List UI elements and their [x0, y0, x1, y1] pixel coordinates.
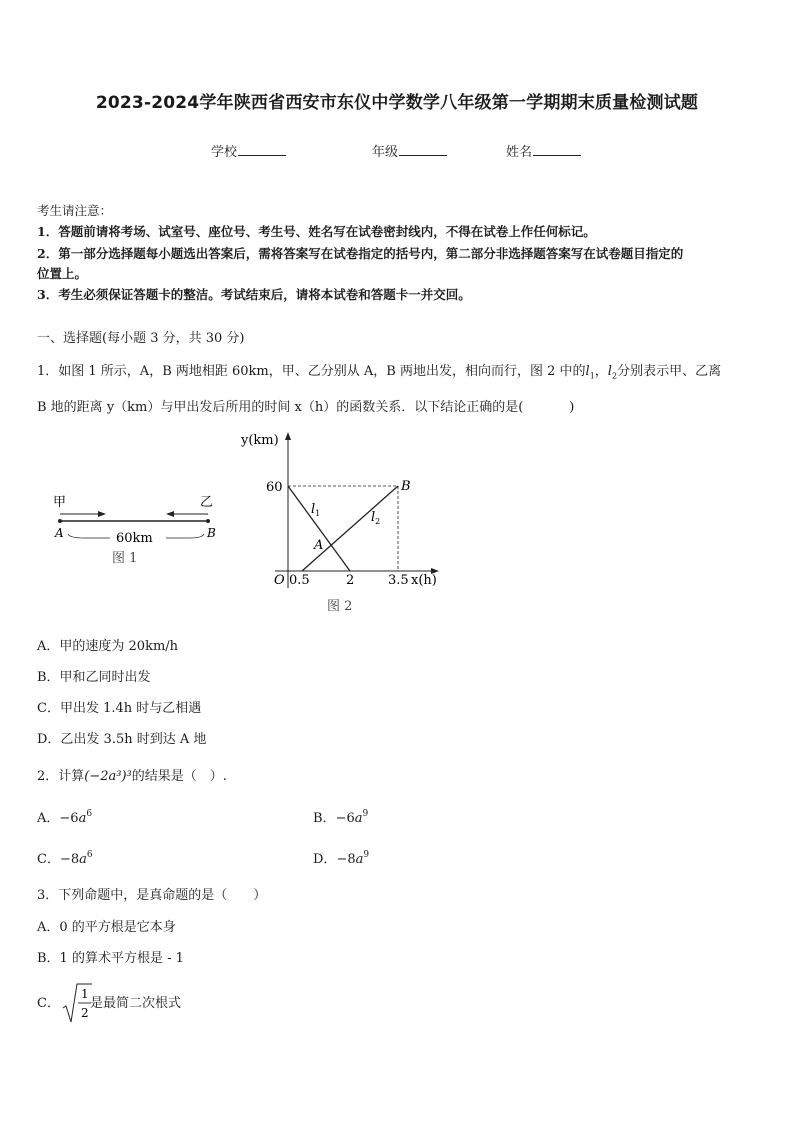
grade-field [372, 141, 447, 160]
fig1-point-b [206, 519, 210, 523]
fig2-label-a: A [314, 538, 324, 553]
q3-option-b[interactable]: B．1 的算术平方根是 - 1 [37, 951, 184, 966]
fig1-brace-left [68, 534, 110, 538]
q1-text-a: 1．如图 1 所示，A，B 两地相距 60km，甲、乙分别从 A，B 两地出发，相向而行，图 2 中的 [37, 364, 586, 379]
fig1-label-a: A [55, 526, 64, 540]
radical-numerator: 1 [81, 987, 89, 1001]
school-label: 学校 [211, 145, 238, 160]
fig1-jia-label: 甲 [53, 495, 67, 510]
q1-l1-symbol: $l_1$ [585, 364, 595, 381]
grade-label: 年级 [372, 145, 399, 160]
school-blank [238, 143, 286, 156]
grade-blank [399, 143, 447, 156]
fig1-distance: 60km [116, 531, 153, 546]
fig2-caption: 图 2 [327, 599, 353, 614]
fig1-yi-label: 乙 [200, 495, 214, 510]
fig2-x-label: x(h) [411, 573, 437, 588]
q1-text-c: B 地的距离 y（km）与甲出发后所用的时间 x（h）的函数关系．以下结论正确的是( [37, 400, 524, 415]
fig2-tick-60: 60 [266, 480, 283, 495]
fig1-point-a [58, 519, 62, 523]
q2-text-a: 2．计算 [37, 769, 85, 784]
q1-comma: ， [594, 364, 608, 379]
fig1-yi-arrowhead [166, 511, 174, 517]
q3-option-c-text: 是最简二次根式 [90, 996, 182, 1011]
q2-option-a[interactable]: A．$-6a^6$ [37, 809, 93, 826]
fig1-label-b: B [207, 526, 216, 540]
q3-option-a[interactable]: A．0 的平方根是它本身 [37, 920, 176, 935]
radical-denominator: 2 [81, 1006, 89, 1020]
fig2-label-l1: $l_1$ [311, 502, 321, 518]
notice-item-3: 3．考生必须保证答题卡的整洁。考试结束后，请将本试卷和答题卡一并交回。 [37, 287, 471, 302]
notice-item-2-cont: 位置上。 [37, 266, 88, 281]
q2-stem [37, 765, 227, 784]
fig1-jia-arrowhead [98, 511, 106, 517]
q1-option-d[interactable]: D．乙出发 3.5h 时到达 A 地 [37, 732, 207, 747]
q1-paren-close: ) [569, 400, 575, 415]
fig2-label-l2: $l_2$ [371, 510, 381, 526]
fig1-caption: 图 1 [112, 551, 138, 566]
notice-item-1: 1．答题前请将考场、试室号、座位号、考生号、姓名写在试卷密封线内，不得在试卷上作任何标记。 [37, 224, 596, 239]
notice-heading: 考生请注意： [37, 203, 113, 218]
fig2-tick-3-5: 3.5 [388, 573, 409, 588]
figure-1 [40, 480, 230, 570]
q1-l2-symbol: $l_2$ [607, 364, 618, 381]
q2-option-d[interactable]: D．$-8a^9$ [313, 850, 370, 867]
section-heading: 一、选择题(每小题 3 分，共 30 分) [37, 331, 245, 346]
q3-stem: 3．下列命题中，是真命题的是（ ） [37, 888, 267, 903]
fig1-brace-right [166, 534, 204, 538]
q1-option-c[interactable]: C．甲出发 1.4h 时与乙相遇 [37, 701, 202, 716]
fig2-origin: O [274, 573, 285, 588]
q2-text-b: 的结果是（ ）. [131, 769, 227, 784]
page-title: 2023-2024学年陕西省西安市东仪中学数学八年级第一学期期末质量检测试题 [95, 93, 699, 113]
fig2-tick-0-5: 0.5 [289, 573, 310, 588]
fig2-line-l2 [302, 486, 398, 571]
q1-stem-line1 [37, 360, 721, 381]
notice-item-2: 2．第一部分选择题每小题选出答案后，需将答案写在试卷指定的括号内，第二部分非选择题答案写在试卷题目指定的 [37, 246, 684, 261]
q1-option-a[interactable]: A．甲的速度为 20km/h [37, 639, 179, 654]
figure-2 [235, 428, 450, 618]
q1-option-b[interactable]: B．甲和乙同时出发 [37, 670, 151, 685]
q2-expression: (−2a³)³ [84, 769, 132, 784]
fig2-tick-2: 2 [346, 573, 355, 588]
q2-option-b[interactable]: B．$-6a^9$ [313, 809, 369, 826]
q3-option-c-radical [62, 980, 92, 1026]
fig2-y-label: y(km) [241, 433, 279, 448]
fig2-y-arrowhead [285, 432, 291, 440]
q2-option-c[interactable]: C．$-8a^6$ [37, 850, 93, 867]
fig2-label-b: B [401, 479, 411, 494]
name-blank [533, 143, 581, 156]
name-field [506, 141, 581, 160]
school-field [211, 141, 286, 160]
q3-option-c-label[interactable]: C． [37, 996, 60, 1011]
q1-text-b: 分别表示甲、乙离 [617, 364, 722, 379]
q1-stem-line2 [37, 396, 574, 415]
fig2-line-l1 [288, 486, 350, 571]
name-label: 姓名 [506, 145, 533, 160]
